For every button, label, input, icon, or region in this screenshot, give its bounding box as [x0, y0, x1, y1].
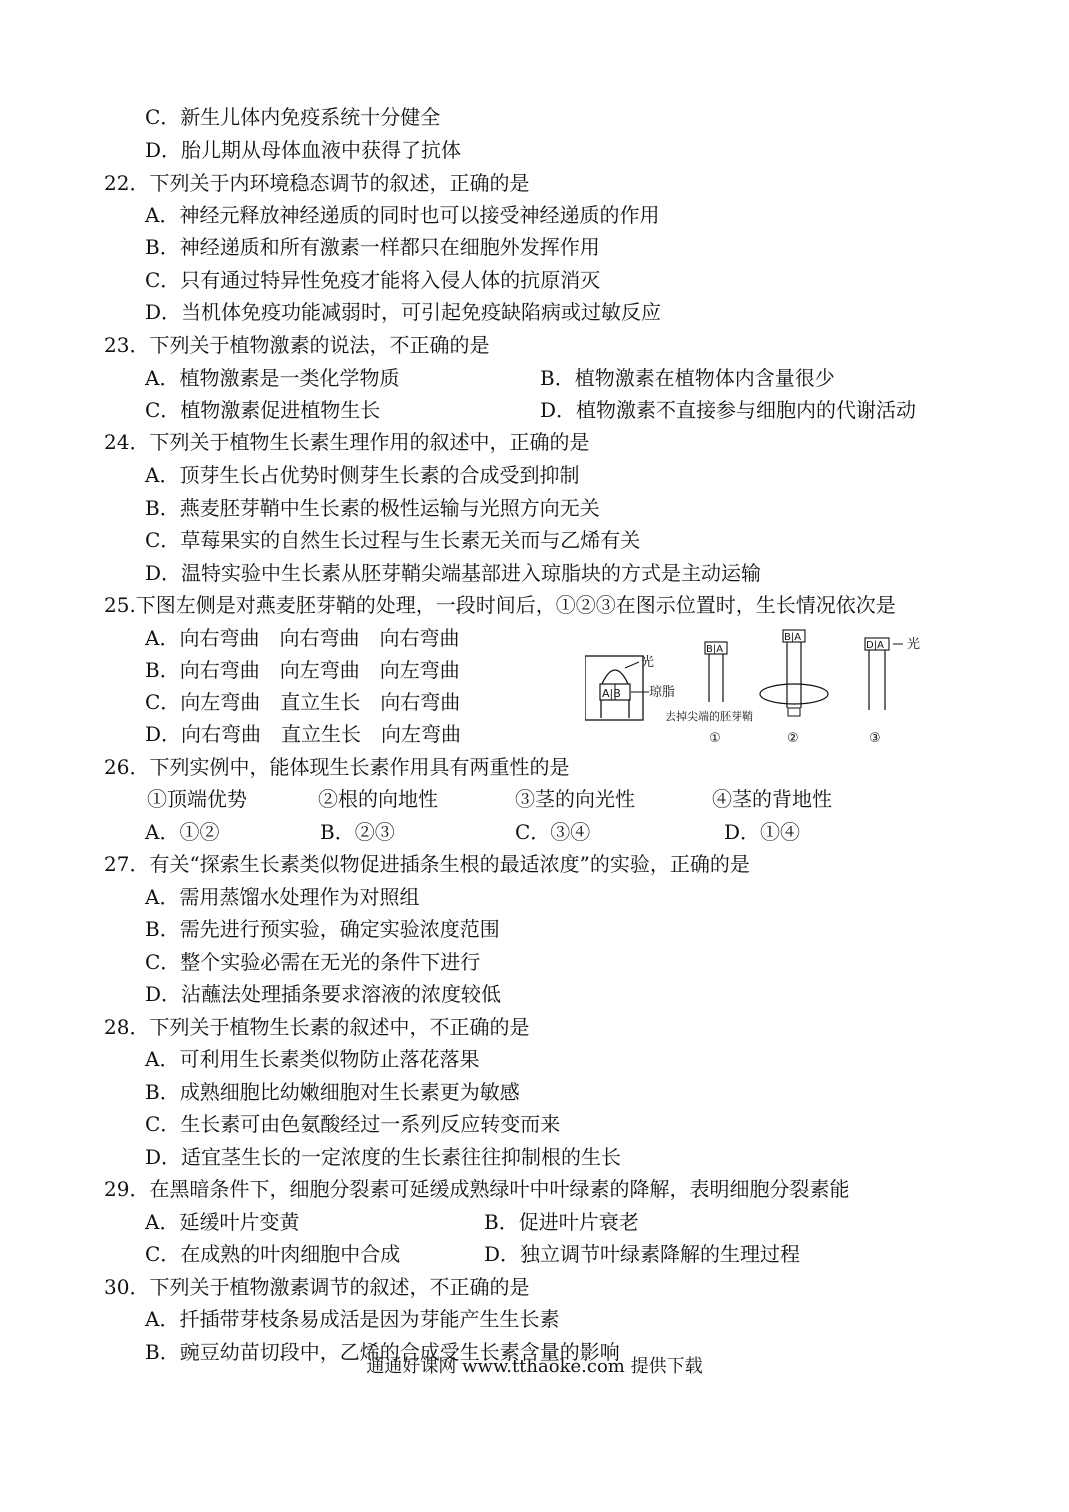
q24-option-a: A．顶芽生长占优势时侧芽生长素的合成受到抑制 — [145, 463, 580, 487]
page-footer: 通通好课网 www.tthaoke.com 提供下载 — [366, 1356, 703, 1377]
q29-option-a: A．延缓叶片变黄 — [145, 1210, 300, 1234]
q23-option-b: B．植物激素在植物体内含量很少 — [540, 366, 835, 390]
label-block-2: B|A — [784, 632, 802, 643]
disc-axle — [788, 708, 800, 716]
rotating-disc — [760, 684, 828, 704]
q27-option-d: D．沾蘸法处理插条要求溶液的浓度较低 — [145, 982, 502, 1006]
q28-option-b: B．成熟细胞比幼嫩细胞对生长素更为敏感 — [145, 1080, 520, 1104]
q24-stem: 24．下列关于植物生长素生理作用的叙述中，正确的是 — [104, 430, 590, 454]
q27-option-b: B．需先进行预实验，确定实验浓度范围 — [145, 917, 500, 941]
q28-option-a: A．可利用生长素类似物防止落花落果 — [145, 1047, 480, 1071]
q26-stem: 26．下列实例中，能体现生长素作用具有两重性的是 — [104, 755, 570, 779]
q27-option-c: C．整个实验必需在无光的条件下进行 — [145, 950, 481, 974]
q22-option-b: B．神经递质和所有激素一样都只在细胞外发挥作用 — [145, 235, 600, 259]
q29-stem: 29．在黑暗条件下，细胞分裂素可延缓成熟绿叶中叶绿素的降解，表明细胞分裂素能 — [104, 1177, 850, 1201]
coleoptile-figure — [585, 624, 945, 748]
q22-stem: 22．下列关于内环境稳态调节的叙述，正确的是 — [104, 171, 530, 195]
q27-option-a: A．需用蒸馏水处理作为对照组 — [145, 885, 420, 909]
label-num-1: ① — [709, 731, 721, 746]
q25-option-a: A．向右弯曲 向右弯曲 向右弯曲 — [145, 626, 460, 650]
label-block-1: B|A — [706, 644, 724, 655]
q21-option-d: D．胎儿期从母体血液中获得了抗体 — [145, 138, 462, 162]
label-block-3: D|A — [866, 640, 884, 651]
q26-option-c: C．③④ — [515, 820, 591, 844]
label-num-3: ③ — [869, 731, 881, 746]
q26-option-b: B．②③ — [320, 820, 395, 844]
q24-option-c: C．草莓果实的自然生长过程与生长素无关而与乙烯有关 — [145, 528, 641, 552]
q30-option-a: A．扦插带芽枝条易成活是因为芽能产生生长素 — [145, 1307, 560, 1331]
q29-option-b: B．促进叶片衰老 — [484, 1210, 639, 1234]
q26-item-2: ②根的向地性 — [318, 787, 438, 811]
q21-option-c: C．新生儿体内免疫系统十分健全 — [145, 105, 441, 129]
label-light: 光 — [641, 655, 655, 670]
q23-option-c: C．植物激素促进植物生长 — [145, 398, 381, 422]
q28-stem: 28．下列关于植物生长素的叙述中，不正确的是 — [104, 1015, 530, 1039]
q23-option-d: D．植物激素不直接参与细胞内的代谢活动 — [540, 398, 917, 422]
q30-stem: 30．下列关于植物激素调节的叙述，不正确的是 — [104, 1275, 530, 1299]
q25-stem: 25.下图左侧是对燕麦胚芽鞘的处理，一段时间后，①②③在图示位置时，生长情况依次是 — [104, 593, 896, 617]
label-num-2: ② — [787, 731, 799, 746]
q22-option-d: D．当机体免疫功能减弱时，可引起免疫缺陷病或过敏反应 — [145, 300, 662, 324]
q24-option-d: D．温特实验中生长素从胚芽鞘尖端基部进入琼脂块的方式是主动运输 — [145, 561, 762, 585]
label-light-3: 光 — [907, 637, 921, 652]
q25-option-c: C．向左弯曲 直立生长 向右弯曲 — [145, 690, 461, 714]
q28-option-c: C．生长素可由色氨酸经过一系列反应转变而来 — [145, 1112, 561, 1136]
q26-item-3: ③茎的向光性 — [515, 787, 635, 811]
q23-option-a: A．植物激素是一类化学物质 — [145, 366, 400, 390]
label-cut-coleoptile: 去掉尖端的胚芽鞘 — [665, 710, 753, 723]
q26-option-d: D．①④ — [724, 820, 801, 844]
q22-option-c: C．只有通过特异性免疫才能将入侵人体的抗原消灭 — [145, 268, 601, 292]
q28-option-d: D．适宜茎生长的一定浓度的生长素往往抑制根的生长 — [145, 1145, 622, 1169]
light-leader — [625, 662, 639, 668]
q29-option-c: C．在成熟的叶肉细胞中合成 — [145, 1242, 401, 1266]
q26-item-1: ①顶端优势 — [147, 787, 247, 811]
q24-option-b: B．燕麦胚芽鞘中生长素的极性运输与光照方向无关 — [145, 496, 600, 520]
label-ab: A|B — [602, 687, 621, 700]
q25-option-d: D．向右弯曲 直立生长 向左弯曲 — [145, 722, 462, 746]
q22-option-a: A．神经元释放神经递质的同时也可以接受神经递质的作用 — [145, 203, 660, 227]
q29-option-d: D．独立调节叶绿素降解的生理过程 — [484, 1242, 801, 1266]
q25-option-b: B．向右弯曲 向左弯曲 向左弯曲 — [145, 658, 460, 682]
q26-item-4: ④茎的背地性 — [712, 787, 832, 811]
label-agar: 琼脂 — [649, 685, 676, 700]
q26-option-a: A．①② — [145, 820, 220, 844]
q23-stem: 23．下列关于植物激素的说法，不正确的是 — [104, 333, 490, 357]
q27-stem: 27．有关“探索生长素类似物促进插条生根的最适浓度”的实验，正确的是 — [104, 852, 750, 876]
q30-option-b: B．豌豆幼苗切段中，乙烯的合成受生长素含量的影响 — [145, 1340, 620, 1364]
